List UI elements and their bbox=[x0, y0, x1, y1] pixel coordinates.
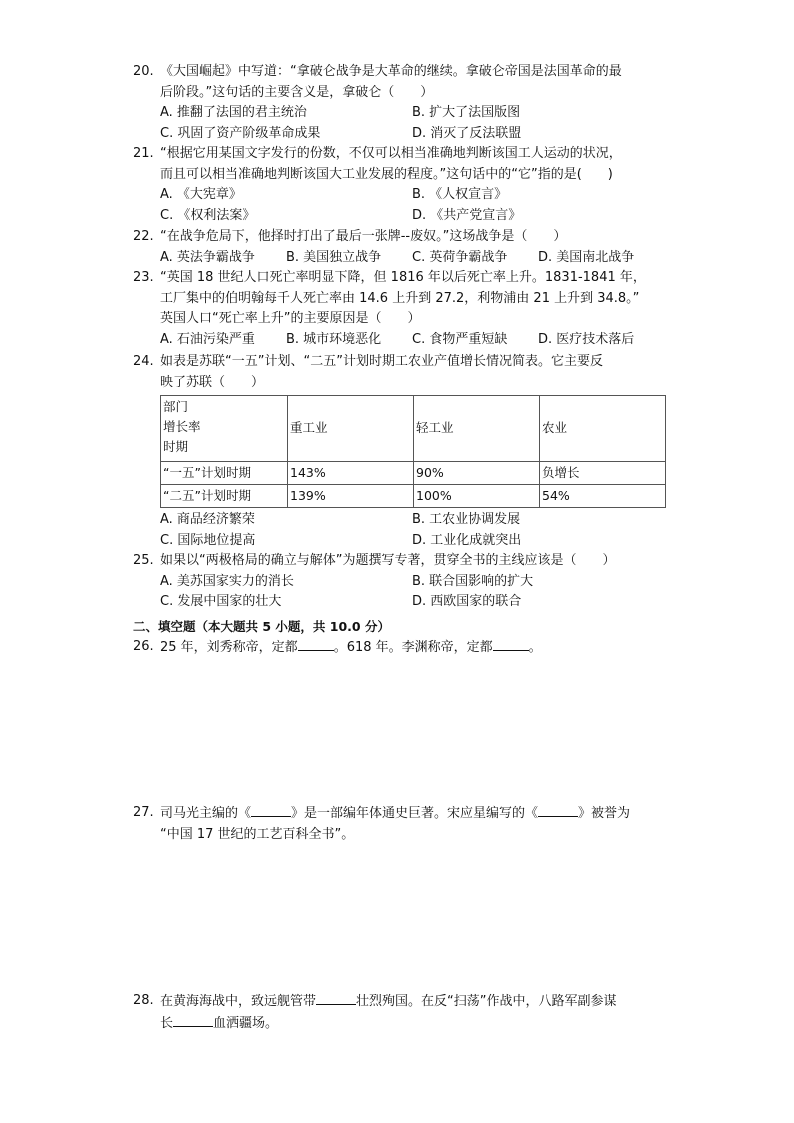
option-c: C. 英荷争霸战争 bbox=[412, 249, 508, 265]
table-row bbox=[161, 485, 666, 508]
table-row-header: “一五”计划时期 bbox=[161, 462, 288, 485]
option-c: C. 巩固了资产阶级革命成果 bbox=[160, 125, 321, 141]
table-column-header: 重工业 bbox=[288, 396, 414, 462]
table-cell: 143% bbox=[288, 462, 414, 485]
option-c: C. 食物严重短缺 bbox=[412, 331, 508, 347]
option-a: A. 推翻了法国的君主统治 bbox=[160, 105, 307, 120]
option-b: B. 扩大了法国版图 bbox=[412, 105, 521, 120]
answer-options bbox=[160, 248, 668, 269]
question-stem: 《大国崛起》中写道：“拿破仑战争是大革命的继续。拿破仑帝国是法国革命的最 后阶段。”这句话的主要含义是，拿破仑（ ） bbox=[160, 64, 622, 100]
option-b: B. 《人权宣言》 bbox=[412, 187, 508, 202]
answer-options bbox=[160, 103, 668, 144]
fill-blank[interactable] bbox=[493, 637, 529, 651]
table-cell: 100% bbox=[414, 485, 540, 508]
question-26 bbox=[133, 637, 668, 659]
option-c: C. 国际地位提高 bbox=[160, 532, 256, 548]
question-stem: 25 年，刘秀称帝，定都 。618 年。李渊称帝，定都 。 bbox=[160, 637, 668, 659]
option-c: C. 《权利法案》 bbox=[160, 207, 256, 223]
option-d: D. 美国南北战争 bbox=[538, 249, 635, 265]
option-a: A. 《大宪章》 bbox=[160, 187, 242, 202]
option-a: A. 石油污染严重 bbox=[160, 331, 255, 347]
question-stem: 司马光主编的《 》是一部编年体通史巨著。宋应星编写的《 》被誉为 “中国 17 世纪的工艺百科全书”。 bbox=[160, 803, 668, 845]
table-header-row bbox=[161, 396, 666, 462]
data-table bbox=[160, 395, 666, 508]
question-stem: “在战争危局下，他择时打出了最后一张牌--废奴。”这场战争是（ ） bbox=[160, 229, 567, 244]
option-b: B. 联合国影响的扩大 bbox=[412, 573, 534, 589]
fill-blank[interactable] bbox=[538, 803, 578, 817]
question-number: 24. bbox=[133, 354, 154, 369]
table-diagonal-header: 部门 增长率 时期 bbox=[161, 396, 288, 462]
question-stem: 如果以“两极格局的确立与解体”为题撰写专著，贯穿全书的主线应该是（ ） bbox=[160, 553, 616, 568]
option-d: D. 医疗技术落后 bbox=[538, 331, 635, 347]
option-a: A. 商品经济繁荣 bbox=[160, 512, 255, 527]
question-23 bbox=[133, 268, 668, 350]
question-number: 28. bbox=[133, 993, 154, 1008]
option-d: D. 《共产党宣言》 bbox=[412, 207, 522, 223]
option-d: D. 工业化成就突出 bbox=[412, 532, 522, 548]
question-24 bbox=[133, 352, 668, 551]
fill-blank[interactable] bbox=[298, 637, 334, 651]
answer-options bbox=[160, 572, 668, 613]
option-b: B. 工农业协调发展 bbox=[412, 512, 521, 527]
question-25 bbox=[133, 551, 668, 613]
table-cell: 54% bbox=[540, 485, 666, 508]
table-column-header: 农业 bbox=[540, 396, 666, 462]
question-27 bbox=[133, 803, 668, 845]
answer-options bbox=[160, 185, 668, 226]
option-b: B. 城市环境恶化 bbox=[286, 331, 382, 347]
option-d: D. 消灭了反法联盟 bbox=[412, 125, 522, 141]
question-number: 26. bbox=[133, 639, 154, 654]
question-stem: 如表是苏联“一五”计划、“二五”计划时期工农业产值增长情况简表。它主要反 映了苏联（ ） bbox=[160, 354, 603, 390]
table-cell: 负增长 bbox=[540, 462, 666, 485]
question-22 bbox=[133, 227, 668, 268]
fill-blank[interactable] bbox=[173, 1013, 213, 1027]
table-column-header: 轻工业 bbox=[414, 396, 540, 462]
table-cell: 90% bbox=[414, 462, 540, 485]
question-number: 20. bbox=[133, 64, 154, 79]
question-20 bbox=[133, 62, 668, 144]
question-stem: 在黄海海战中，致远舰管带 壮烈殉国。在反“扫荡”作战中，八路军副参谋 长 血洒疆场。 bbox=[160, 991, 668, 1034]
answer-options bbox=[160, 510, 668, 551]
option-d: D. 西欧国家的联合 bbox=[412, 594, 522, 609]
answer-options bbox=[160, 330, 668, 351]
question-number: 22. bbox=[133, 229, 154, 244]
option-b: B. 美国独立战争 bbox=[286, 249, 382, 265]
table-cell: 139% bbox=[288, 485, 414, 508]
question-number: 21. bbox=[133, 146, 154, 161]
question-stem: “英国 18 世纪人口死亡率明显下降，但 1816 年以后死亡率上升。1831-1841 年， 工厂集中的伯明翰每千人死亡率由 14.6 上升到 27.2，利物浦由 21 上升到 34.8。” 英国人口“死亡率上升”的主要原因是（ ） bbox=[160, 270, 646, 326]
question-stem: “根据它用某国文字发行的份数，不仅可以相当准确地判断该国工人运动的状况， 而且可以相当准确地判断该国大工业发展的程度。”这句话中的“它”指的是( ) bbox=[160, 146, 622, 182]
fill-blank[interactable] bbox=[251, 803, 291, 817]
option-c: C. 发展中国家的壮大 bbox=[160, 594, 282, 609]
table-row-header: “二五”计划时期 bbox=[161, 485, 288, 508]
option-a: A. 英法争霸战争 bbox=[160, 249, 255, 265]
question-number: 25. bbox=[133, 553, 154, 568]
fill-blank[interactable] bbox=[316, 991, 356, 1005]
question-number: 23. bbox=[133, 270, 154, 285]
section-heading: 二、填空题（本大题共 5 小题，共 10.0 分） bbox=[133, 619, 390, 634]
table-row bbox=[161, 462, 666, 485]
question-21 bbox=[133, 144, 668, 226]
question-28 bbox=[133, 991, 668, 1034]
option-a: A. 美苏国家实力的消长 bbox=[160, 573, 294, 589]
question-number: 27. bbox=[133, 805, 154, 820]
